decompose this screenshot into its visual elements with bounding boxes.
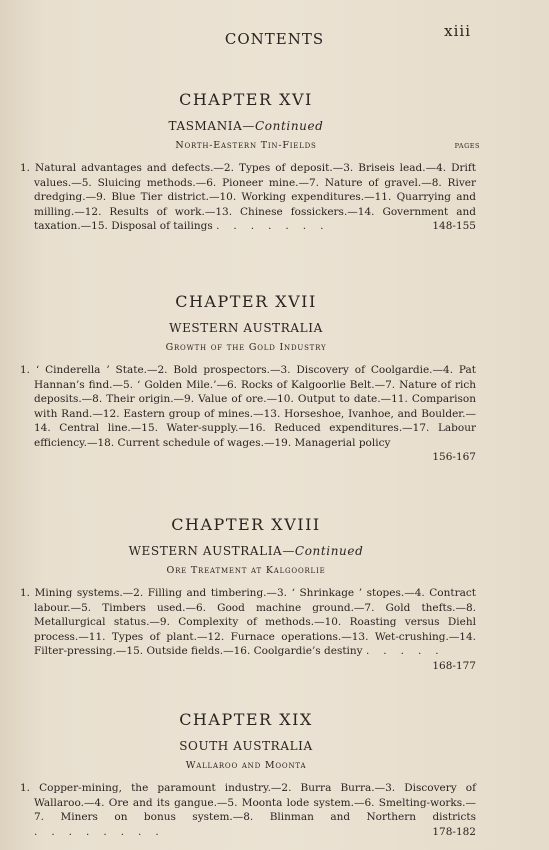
running-head: CONTENTS xyxy=(224,30,325,48)
subheading: North-Eastern Tin-Fields PAGES xyxy=(175,140,480,151)
chapter-section xyxy=(16,90,480,234)
pages-column-label: PAGES xyxy=(454,142,480,150)
chapter-section xyxy=(16,515,476,674)
chapter-entry: 1. Copper-mining, the paramount industry.—2. Burra Burra.—3. Discovery of Wallaroo.—4. Ore and its gangue.—5. Moonta lode system.—6. Smelting-works.—7. Miners on bonus system.—8. Blinman and Northern districts ........ 178-182 xyxy=(20,782,476,838)
chapter-entry: 1. Natural advantages and defects.—2. Types of deposit.—3. Briseis lead.—4. Drift values.—5. Sluicing methods.—6. Pioneer mine.—7. Nature of gravel.—8. River dredging.—9. Blue Tier district.—10. Working expenditures.—11. Quarrying and milling.—12. Results of work.—13. Chinese fossickers.—14. Government and taxation.—15. Disposal of tailings ....... 148-155 xyxy=(20,162,476,233)
region-heading: TASMANIA—Continued xyxy=(168,119,324,133)
subheading: Wallaroo and Moonta xyxy=(185,760,307,771)
region-heading: WESTERN AUSTRALIA xyxy=(169,321,323,335)
page-range: 148-155 xyxy=(432,220,476,233)
page-range: 178-182 xyxy=(432,825,476,838)
page-range: 168-177 xyxy=(432,659,476,672)
region-heading: WESTERN AUSTRALIA—Continued xyxy=(128,544,364,558)
chapter-entry: 1. ‘ Cinderella ’ State.—2. Bold prospectors.—3. Discovery of Coolgardie.—4. Pat Hannan’s find.—5. ‘ Golden Mile.’—6. Rocks of Kalgoorlie Belt.—7. Nature of rich deposits.—8. Their origin.—9. Value of ore.—10. Output to date.—11. Comparison with Rand.—12. Eastern group of mines.—13. Horseshoe, Ivanhoe, and Boulder.—14. Central line.—15. Water-supply.—16. Reduced expenditures.—17. Labour efficiency.—18. Current schedule of wages.—19. Managerial policy xyxy=(20,364,476,449)
subheading: Ore Treatment at Kalgoorlie xyxy=(166,565,326,576)
page-number: xiii xyxy=(444,22,471,40)
chapter-heading: CHAPTER XVIII xyxy=(171,515,321,534)
chapter-section xyxy=(16,710,476,839)
chapter-heading: CHAPTER XVI xyxy=(179,90,313,109)
chapter-heading: CHAPTER XIX xyxy=(179,710,313,729)
region-heading: SOUTH AUSTRALIA xyxy=(179,739,313,753)
chapter-heading: CHAPTER XVII xyxy=(175,292,317,311)
subheading: Growth of the Gold Industry xyxy=(165,342,327,353)
page-range: 156-167 xyxy=(432,450,476,463)
chapter-entry: 1. Mining systems.—2. Filling and timbering.—3. ‘ Shrinkage ’ stopes.—4. Contract labour.—5. Timbers used.—6. Good machine ground.—7. Gold thefts.—8. Metallurgical status.—9. Complexity of methods.—10. Roasting versus Diehl process.—11. Types of plant.—12. Furnace operations.—13. Wet-crushing.—14. Filter-pressing.—15. Outside fields.—16. Coolgardie’s destiny ..... 168-177 xyxy=(20,587,476,672)
chapter-section xyxy=(16,292,476,463)
